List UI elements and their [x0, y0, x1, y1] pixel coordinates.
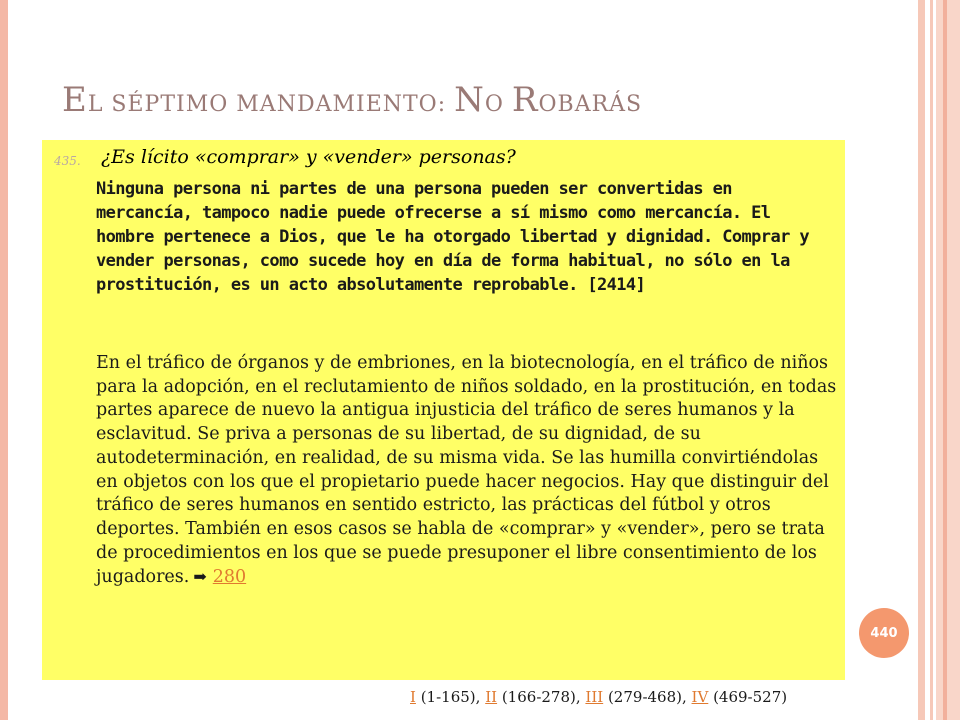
right-stripe-decoration — [943, 0, 947, 720]
right-stripe-decoration — [930, 0, 933, 720]
title-part: R — [511, 80, 539, 120]
left-border-decoration — [0, 0, 8, 720]
footer-link-part-1[interactable]: I — [410, 688, 416, 706]
question-number: 435. — [54, 154, 81, 168]
footer-range: (1-165), — [415, 688, 486, 706]
title-part: N — [454, 80, 485, 120]
answer-summary: Ninguna persona ni partes de una persona pueden ser convertidas en mercancía, tampoco nadie puede ofrecerse a sí mismo como mercancía. El hombre pertenece a Dios, que le ha otorgado libertad y dignidad. Comprar y vender personas, como sucede hoy en día de forma habitual, no sólo en la prostitución, es un acto absolutamente reprobable. [2414] — [96, 179, 809, 295]
footer-range: (469-527) — [708, 688, 788, 706]
slide-title — [62, 80, 642, 120]
left-border-line — [8, 0, 10, 720]
footer-range: (279-468), — [603, 688, 692, 706]
right-stripe-decoration — [936, 0, 960, 720]
title-part: O — [484, 92, 512, 117]
cross-reference-link[interactable]: 280 — [212, 567, 247, 588]
arrow-right-icon: ➡ — [193, 567, 207, 587]
right-stripe-decoration — [918, 0, 925, 720]
footer-link-part-2[interactable]: II — [485, 688, 498, 706]
title-part: OBARÁS — [538, 92, 643, 117]
footer-link-part-3[interactable]: III — [585, 688, 604, 706]
page-number-badge: 440 — [859, 608, 909, 658]
title-part: E — [62, 80, 88, 120]
answer-explanation — [96, 352, 838, 590]
answer-explanation-text: En el tráfico de órganos y de embriones, en la biotecnología, en el tráfico de niños para la adopción, en el reclutamiento de niños soldado, en la prostitución, en todas partes aparece de nuevo la antigua injusticia del tráfico de seres humanos y la esclavitud. Se priva a personas de su libertad, de su dignidad, de su autodeterminación, en realidad, de su misma vida. Se las humilla convirtiéndolas en objetos con los que el propietario puede hacer negocios. Hay que distinguir del tráfico de seres humanos en sentido estricto, las prácticas del fútbol y otros deportes. También en esos casos se habla de «comprar» y «vender», pero se trata de procedimientos en los que se puede presuponer el libre consentimiento de los jugadores. — [96, 353, 837, 588]
footer-link-part-4[interactable]: IV — [691, 688, 709, 706]
question-text: ¿Es lícito «comprar» y «vender» personas? — [101, 146, 516, 168]
footer-range: (166-278), — [497, 688, 586, 706]
footer-navigation — [410, 688, 787, 706]
title-part: L SÉPTIMO MANDAMIENTO: — [87, 92, 455, 117]
